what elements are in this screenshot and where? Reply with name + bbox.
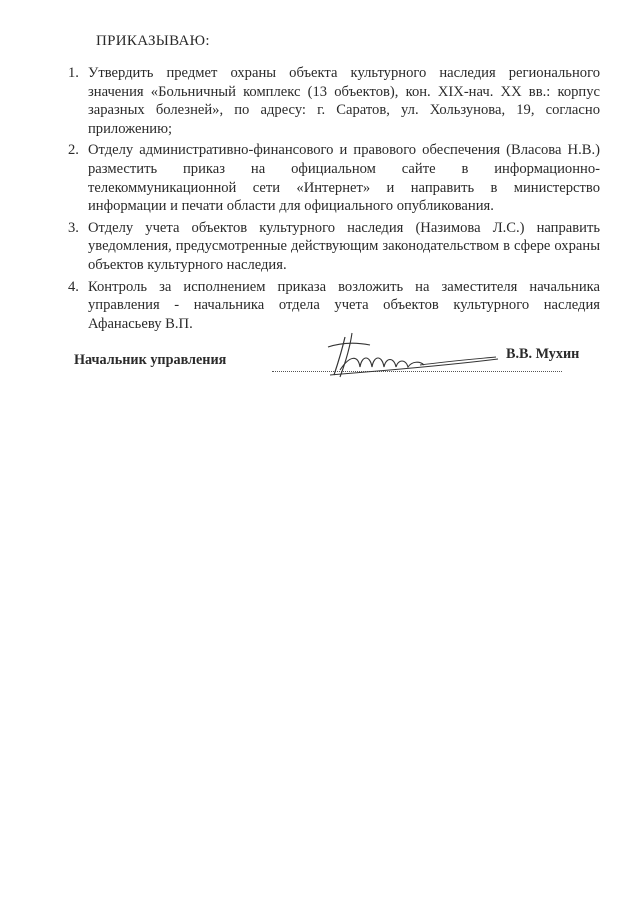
handwritten-signature [300,325,500,385]
item-number: 1. [68,65,79,81]
list-item [60,219,600,275]
signatory-name: В.В. Мухин [506,346,580,362]
list-item [60,141,600,215]
order-heading: ПРИКАЗЫВАЮ: [96,33,210,49]
item-text: Отделу учета объектов культурного наследия (Назимова Л.С.) направить уведомления, предусмотренные действующим законодательством в сфере охраны объектов культурного наследия. [88,219,600,273]
item-text: Отделу административно-финансового и правового обеспечения (Власова Н.В.) разместить приказ на официальном сайте в информационно-телекоммуникационной сети «Интернет» и направить в министерство информации и печати области для официального опубликования. [88,142,600,215]
item-number: 2. [68,142,79,159]
order-items-list [60,64,600,336]
item-text: Контроль за исполнением приказа возложить на заместителя начальника управления - начальника отдела учета объектов культурного наследия Афанасьеву В.П. [88,278,600,332]
list-item [60,64,600,138]
signatory-title: Начальник управления [74,352,227,368]
item-number: 3. [68,219,79,236]
item-text: Утвердить предмет охраны объекта культурного наследия регионального значения «Больничный комплекс (13 объектов), кон. XIX-нач. XX вв.: корпус заразных болезней», по адресу: г. Саратов, ул. Хользунова, 19, согласно приложению; [88,65,600,137]
item-number: 4. [68,278,79,295]
